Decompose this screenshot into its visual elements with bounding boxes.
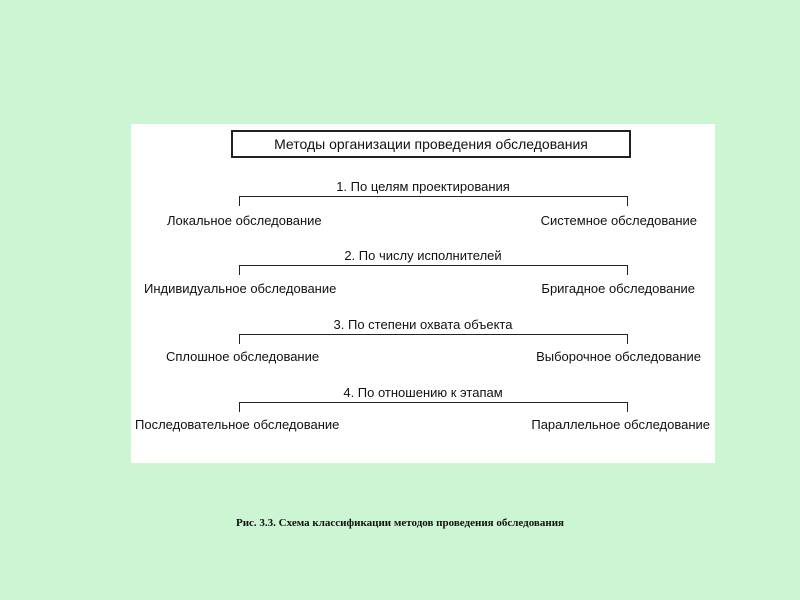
criterion-4: 4. По отношению к этапам [343, 385, 503, 400]
option-4-right: Параллельное обследование [531, 417, 710, 432]
option-2-right: Бригадное обследование [541, 281, 695, 296]
bracket-3 [239, 334, 628, 344]
option-4-left: Последовательное обследование [135, 417, 340, 432]
bracket-1 [239, 196, 628, 206]
diagram-panel [131, 124, 715, 463]
criterion-1: 1. По целям проектирования [336, 179, 510, 194]
option-3-left: Сплошное обследование [166, 349, 320, 364]
bracket-2 [239, 265, 628, 275]
option-1-left: Локальное обследование [167, 213, 322, 228]
bracket-4 [239, 402, 628, 412]
criterion-2: 2. По числу исполнителей [344, 248, 502, 263]
diagram-title: Методы организации проведения обследования [231, 130, 631, 158]
criterion-3: 3. По степени охвата объекта [333, 317, 513, 332]
option-1-right: Системное обследование [540, 213, 697, 228]
option-2-left: Индивидуальное обследование [144, 281, 337, 296]
option-3-right: Выборочное обследование [536, 349, 701, 364]
figure-caption: Рис. 3.3. Схема классификации методов проведения обследования [235, 517, 565, 529]
